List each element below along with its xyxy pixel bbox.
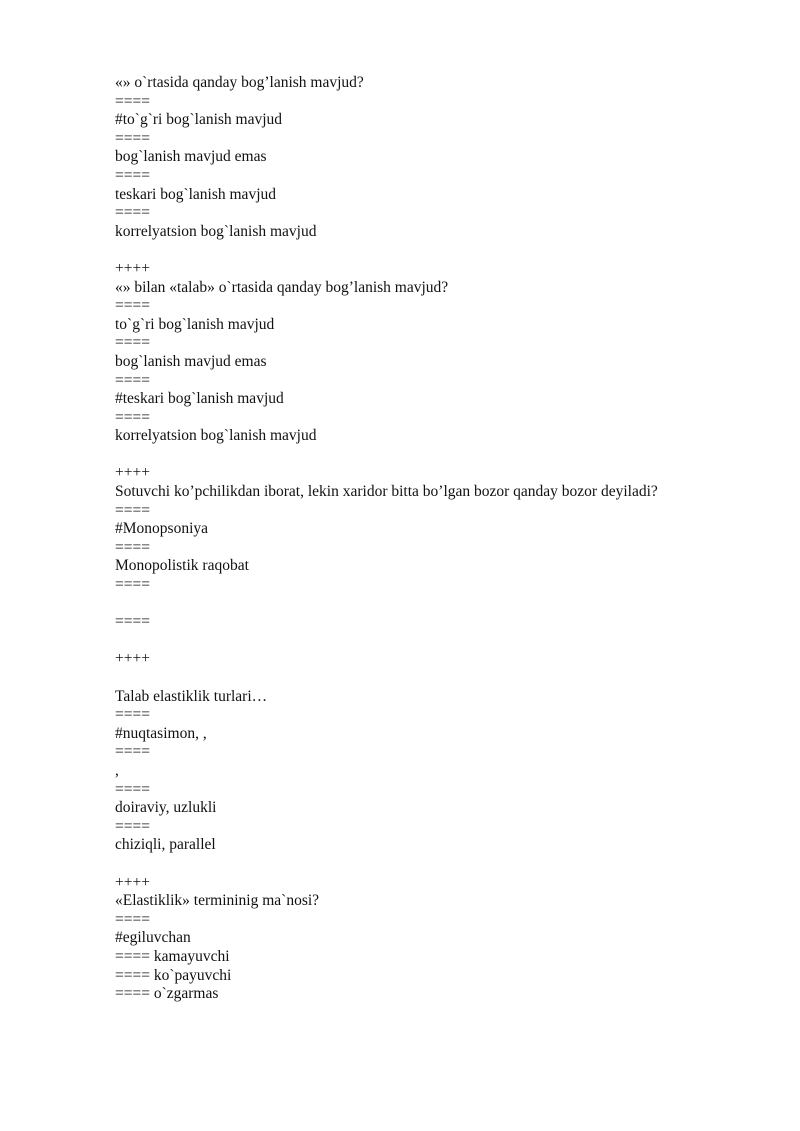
text-line: ==== kamayuvchi [115,947,230,965]
text-line: «» bilan «talab» o`rtasida qanday bog’lanish mavjud? [115,278,449,296]
separator-line: ==== [115,743,150,761]
text-line: «Elastiklik» termininig ma`nosi? [115,892,320,910]
separator-line: ==== [115,92,150,110]
separator-line: ==== [115,501,150,519]
separator-line: ==== [115,706,150,724]
text-line: Talab elastiklik turlari… [115,687,268,705]
text-line: «» o`rtasida qanday bog’lanish mavjud? [115,74,364,91]
separator-line: ==== [115,817,150,835]
blank-line [115,855,755,874]
blank-line [115,632,755,651]
text-line: korrelyatsion bog`lanish mavjud [115,427,317,445]
blank-line [115,241,755,260]
correct-answer-line: #Monopsoniya [115,520,208,538]
correct-answer-line: #nuqtasimon, , [115,724,207,742]
text-line: bog`lanish mavjud emas [115,352,267,370]
separator-line: ==== [115,166,150,184]
separator-line: ==== [115,371,150,389]
text-line: to`g`ri bog`lanish mavjud [115,315,275,333]
text-line: ==== o`zgarmas [115,985,219,1003]
separator-line: ==== [115,204,150,222]
blank-line [115,595,755,614]
blank-line [115,669,755,688]
blank-line [115,446,755,465]
text-line: teskari bog`lanish mavjud [115,185,276,203]
separator-line: ==== [115,334,150,352]
text-line: doiraviy, uzlukli [115,799,217,817]
separator-line: ==== [115,538,150,556]
text-line: Monopolistik raqobat [115,557,249,575]
separator-line: ==== [115,613,150,631]
separator-line: ==== [115,576,150,594]
document-body [115,74,755,1004]
text-line: ==== ko`payuvchi [115,966,232,984]
separator-line: ==== [115,297,150,315]
question-delimiter: ++++ [115,873,150,891]
text-line: korrelyatsion bog`lanish mavjud [115,222,317,240]
text-line: , [115,761,119,779]
separator-line: ==== [115,129,150,147]
separator-line: ==== [115,910,150,928]
separator-line: ==== [115,780,150,798]
text-line: bog`lanish mavjud emas [115,148,267,166]
separator-line: ==== [115,408,150,426]
correct-answer-line: #to`g`ri bog`lanish mavjud [115,111,283,129]
correct-answer-line: #egiluvchan [115,929,191,947]
text-line: Sotuvchi ko’pchilikdan iborat, lekin xaridor bitta bo’lgan bozor qanday bozor deyiladi? [115,483,658,501]
text-line: chiziqli, parallel [115,836,216,854]
correct-answer-line: #teskari bog`lanish mavjud [115,390,284,408]
question-delimiter: ++++ [115,464,150,482]
question-delimiter: ++++ [115,650,150,668]
question-delimiter: ++++ [115,259,150,277]
